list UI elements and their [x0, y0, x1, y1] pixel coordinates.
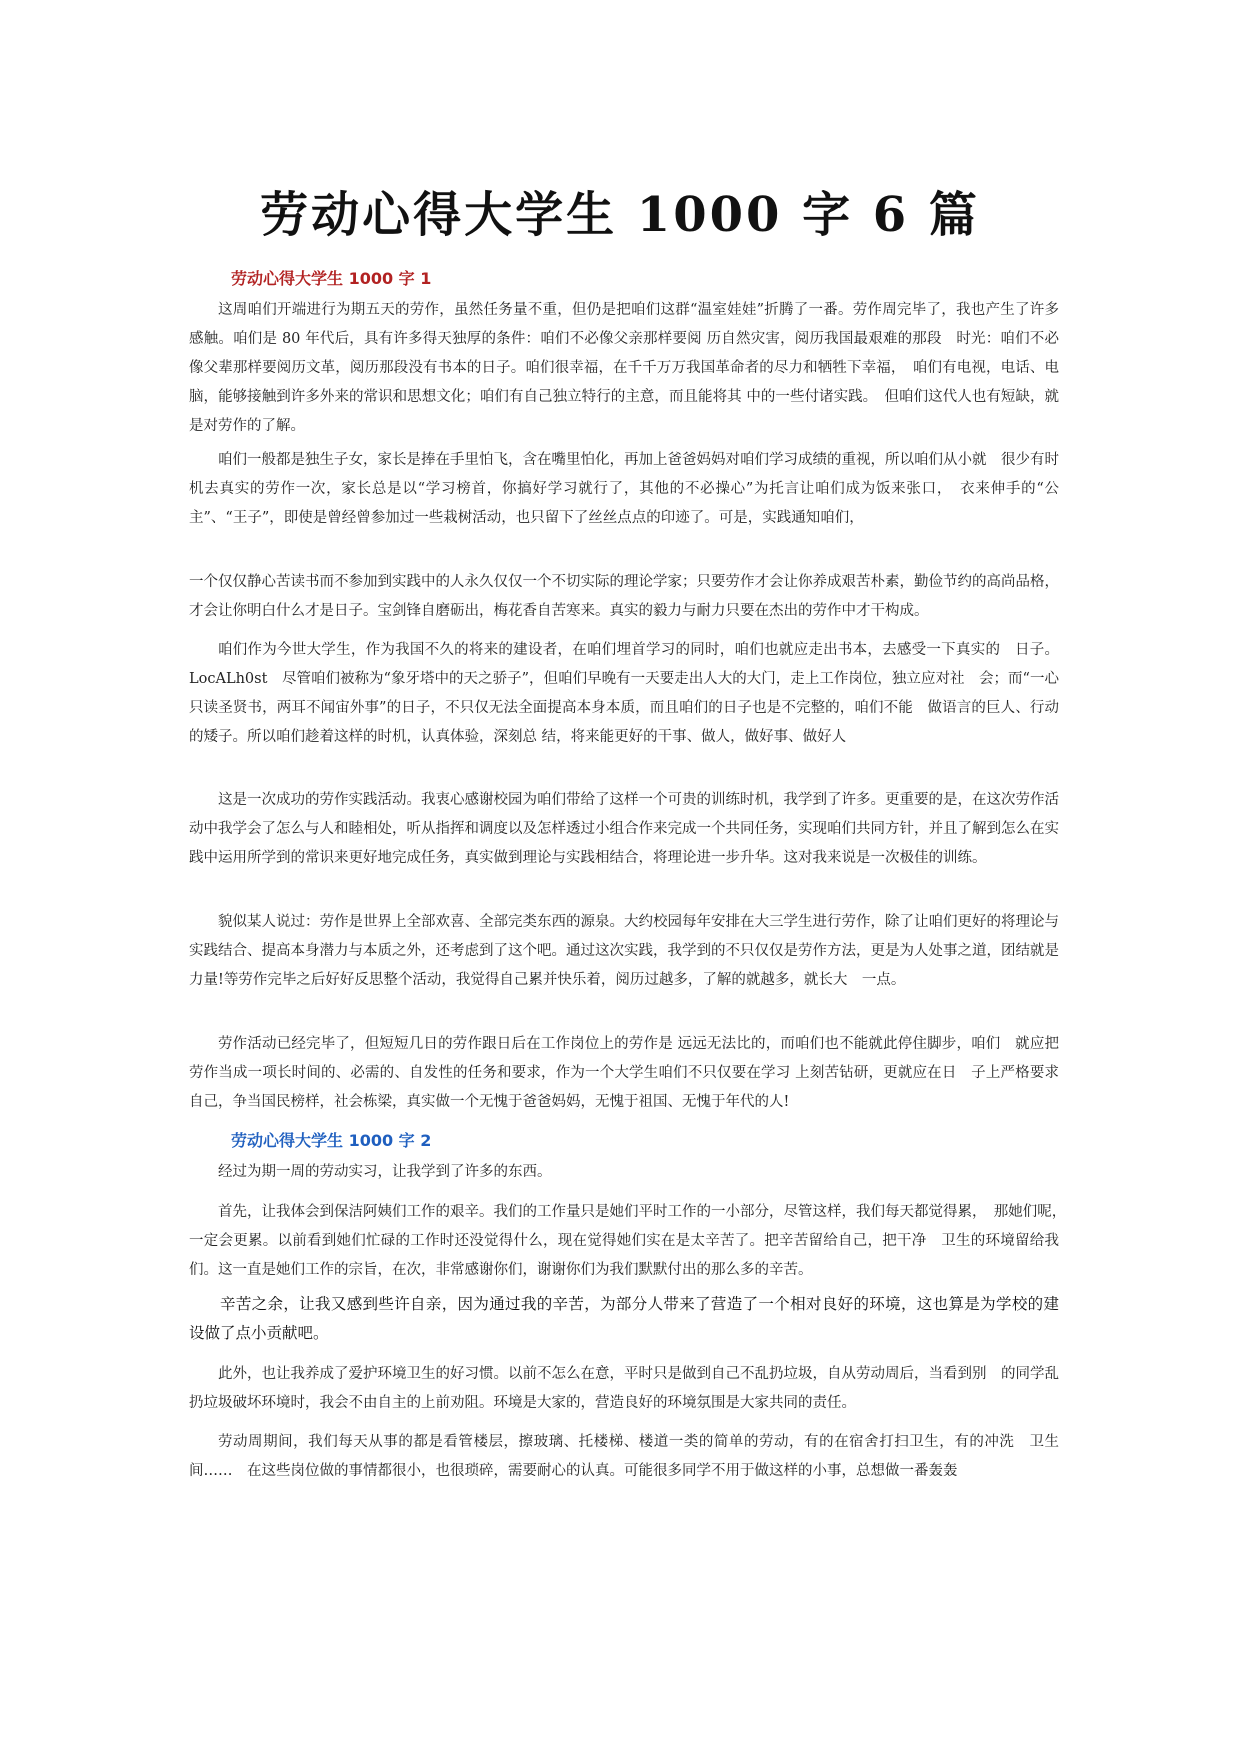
paragraph: 貌似某人说过：劳作是世界上全部欢喜、全部完类东西的源泉。大约校园每年安排在大三学生进行劳作，除了让咱们更好的将理论与实践结合、提高本身潜力与本质之外，还考虑到了这个吧。通过这次实践，我学到的不只仅仅是劳作方法，更是为人处事之道，团结就是力量!等劳作完毕之后好好反思整个活动，我觉得自己累并快乐着，阅历过越多，了解的就越多，就长大 一点。 — [189, 914, 1059, 988]
paragraph: 这周咱们开端进行为期五天的劳作，虽然任务量不重，但仍是把咱们这群“温室娃娃”折腾了一番。劳作周完毕了，我也产生了许多感触。咱们是 80 年代后，具有许多得天独厚的条件：咱们不必像父亲那样要阅 历自然灾害，阅历我国最艰难的那段 时光：咱们不必像父辈那样要阅历文革，阅历那段没有书本的日子。咱们很幸福，在千千万万我国革命者的尽力和牺牲下幸福， 咱们有电视，电话、电脑，能够接触到许多外来的常识和思想文化；咱们有自己独立特行的主意，而且能将其 中的一些付诸实践。 但咱们这代人也有短缺，就是对劳作的了解。 — [189, 302, 1059, 434]
paragraph: 此外，也让我养成了爱护环境卫生的好习惯。以前不怎么在意，平时只是做到自己不乱扔垃圾，自从劳动周后，当看到别 的同学乱扔垃圾破坏环境时，我会不由自主的上前劝阻。环境是大家的，营造良好的环境氛围是大家共同的责任。 — [189, 1366, 1059, 1411]
paragraph: 劳动周期间，我们每天从事的都是看管楼层，擦玻璃、托楼梯、楼道一类的简单的劳动，有的在宿舍打扫卫生，有的冲洗 卫生间…… 在这些岗位做的事情都很小，也很琐碎，需要耐心的认真。可能很多同学不用于做这样的小事，总想做一番轰轰 — [189, 1434, 1059, 1479]
paragraph: 劳作活动已经完毕了，但短短几日的劳作跟日后在工作岗位上的劳作是 远远无法比的，而咱们也不能就此停住脚步，咱们 就应把劳作当成一项长时间的、必需的、自发性的任务和要求，作为一个大学生咱们不只仅要在学习 上刻苦钻研，更就应在日 子上严格要求自己，争当国民榜样，社会栋梁，真实做一个无愧于爸爸妈妈，无愧于祖国、无愧于年代的人! — [189, 1036, 1059, 1110]
paragraph: 这是一次成功的劳作实践活动。我衷心感谢校园为咱们带给了这样一个可贵的训练时机，我学到了许多。更重要的是，在这次劳作活动中我学会了怎么与人和睦相处，听从指挥和调度以及怎样透过小组合作来完成一个共同任务，实现咱们共同方针，并且了解到怎么在实践中运用所学到的常识来更好地完成任务，真实做到理论与实践相结合，将理论进一步升华。这对我来说是一次极佳的训练。 — [189, 792, 1059, 866]
paragraph: 咱们一般都是独生子女，家长是捧在手里怕飞，含在嘴里怕化，再加上爸爸妈妈对咱们学习成绩的重视，所以咱们从小就 很少有时机去真实的劳作一次，家长总是以“学习榜首，你搞好学习就行了，其他的不必操心”为托言让咱们成为饭来张口， 衣来伸手的“公主”、“王子”，即使是曾经曾参加过一些栽树活动，也只留下了丝丝点点的印迹了。可是，实践通知咱们， — [189, 452, 1059, 526]
paragraph: 经过为期一周的劳动实习，让我学到了许多的东西。 — [218, 1164, 552, 1180]
paragraph: 辛苦之余，让我又感到些许自亲，因为通过我的辛苦，为部分人带来了营造了一个相对良好的环境，这也算是为学校的建 设做了点小贡献吧。 — [189, 1295, 1075, 1342]
section-heading-2: 劳动心得大学生 1000 字 2 — [231, 1131, 432, 1150]
paragraph: 一个仅仅静心苦读书而不参加到实践中的人永久仅仅一个不切实际的理论学家；只要劳作才会让你养成艰苦朴素，勤俭节约的高尚品格，才会让你明白什么才是日子。宝剑锋自磨砺出，梅花香自苦寒来。真实的毅力与耐力只要在杰出的劳作中才干构成。 — [189, 574, 1059, 619]
document-title: 劳动心得大学生 1000 字 6 篇 — [260, 187, 980, 243]
section-heading-1: 劳动心得大学生 1000 字 1 — [231, 269, 432, 288]
paragraph: 咱们作为今世大学生，作为我国不久的将来的建设者，在咱们埋首学习的同时，咱们也就应走出书本，去感受一下真实的 日子。LocALh0st 尽管咱们被称为“象牙塔中的天之骄子”，但咱们早晚有一天要走出人大的大门，走上工作岗位，独立应对社 会；而“一心只读圣贤书，两耳不闻宙外事”的日子，不只仅无法全面提高本身本质，而且咱们的日子也是不完整的，咱们不能 做语言的巨人、行动的矮子。所以咱们趁着这样的时机，认真体验，深刻总 结，将来能更好的干事、做人，做好事、做好人 — [189, 642, 1059, 745]
paragraph: 首先，让我体会到保洁阿姨们工作的艰辛。我们的工作量只是她们平时工作的一小部分，尽管这样，我们每天都觉得累， 那她们呢， 一定会更累。以前看到她们忙碌的工作时还没觉得什么，现在觉得她们实在是太辛苦了。把辛苦留给自己，把干净 卫生的环境留给我们。这一直是她们工作的宗旨，在次，非常感谢你们，谢谢你们为我们默默付出的那么多的辛苦。 — [189, 1204, 1074, 1278]
